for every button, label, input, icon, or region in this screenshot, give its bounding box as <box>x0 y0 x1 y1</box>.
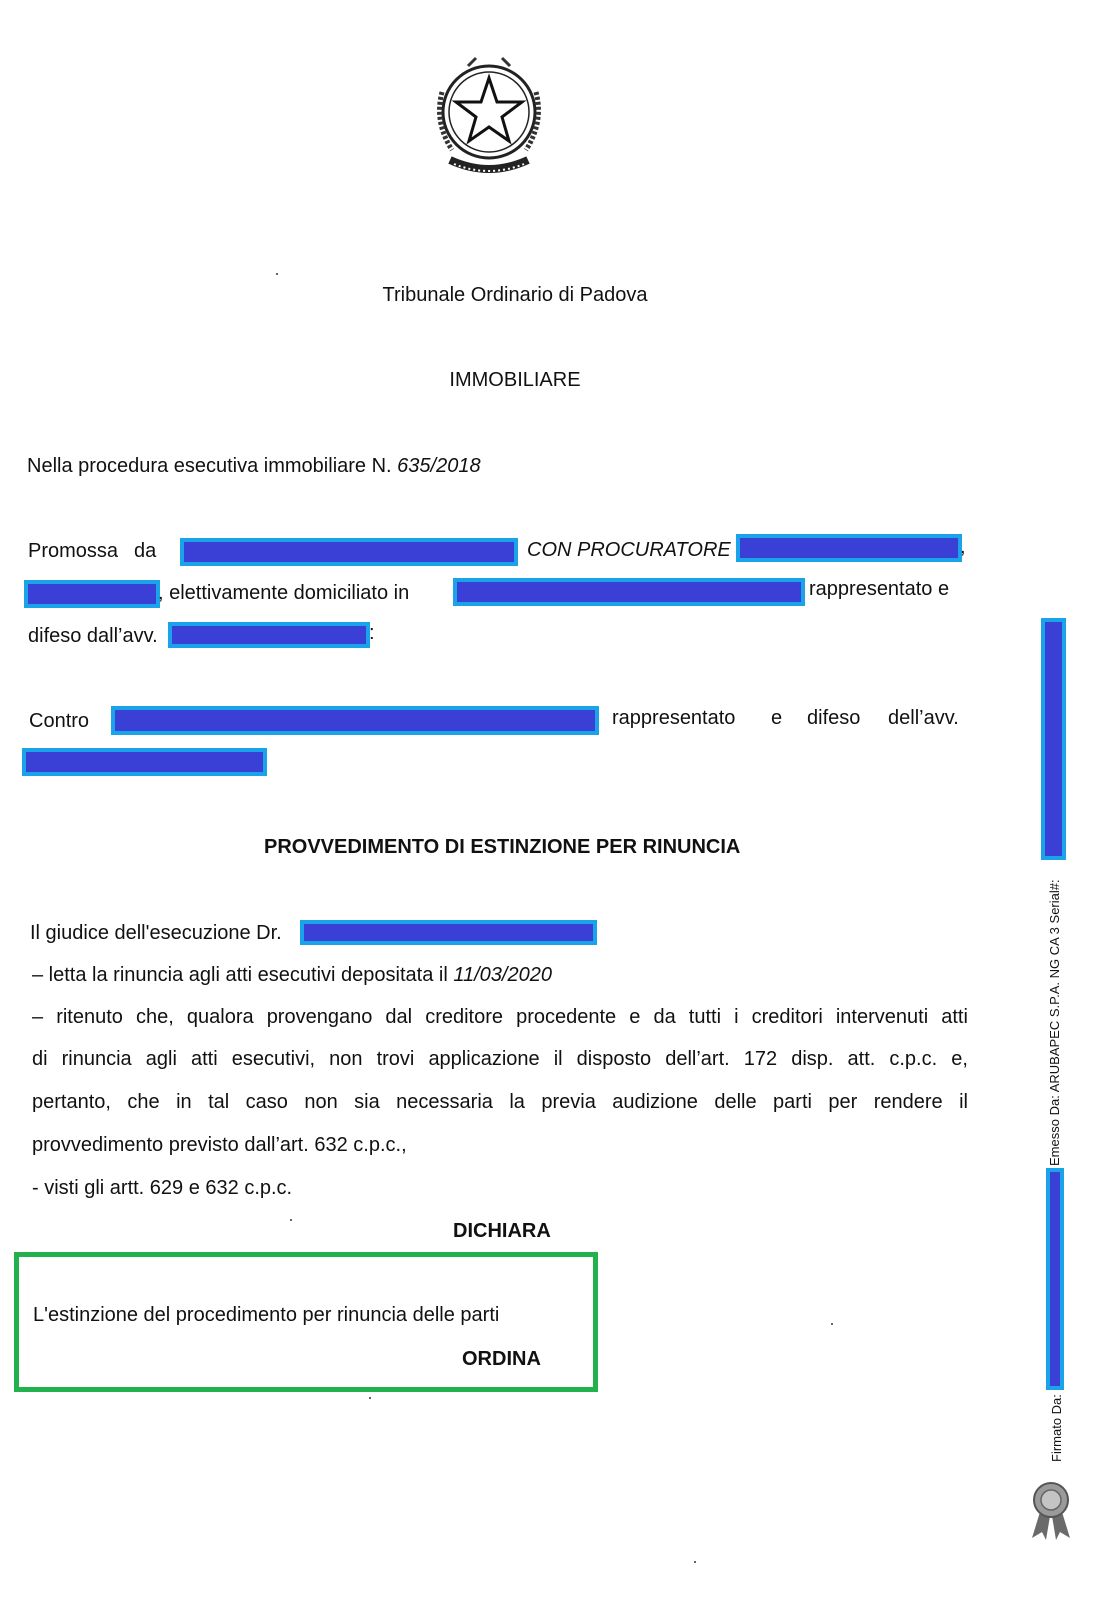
word: per <box>828 1091 858 1113</box>
emblem-icon <box>428 52 550 182</box>
redaction-judge <box>300 920 597 945</box>
word: agli <box>145 1048 177 1070</box>
scan-speck <box>276 273 278 275</box>
contro-label: Contro <box>29 710 90 732</box>
word: previa <box>541 1091 596 1113</box>
word: esecutivi, <box>231 1048 316 1070</box>
word: non <box>304 1091 338 1113</box>
procedure-prefix: Nella procedura esecutiva immobiliare N. <box>27 455 392 477</box>
word: disposto <box>576 1048 652 1070</box>
word: delle <box>714 1091 757 1113</box>
word: provengano <box>266 1006 373 1028</box>
word: pertanto, <box>32 1091 111 1113</box>
ritenuto-line-2 <box>32 1048 968 1071</box>
word: i <box>734 1006 739 1028</box>
word: rendere <box>873 1091 943 1113</box>
con-procuratore: CON PROCURATORE <box>527 539 731 561</box>
scan-speck <box>694 1561 696 1563</box>
word: rinuncia <box>61 1048 132 1070</box>
word: qualora <box>186 1006 254 1028</box>
word: da <box>653 1006 676 1028</box>
procedure-number: 635/2018 <box>397 455 481 477</box>
word: il <box>553 1048 563 1070</box>
word: non <box>329 1048 363 1070</box>
ritenuto-line-3 <box>32 1091 968 1114</box>
word: ritenuto <box>56 1006 123 1028</box>
redaction-procuratore-cont <box>24 580 160 608</box>
word: tutti <box>688 1006 722 1028</box>
word: tal <box>208 1091 230 1113</box>
word: – <box>32 1006 44 1028</box>
word: e, <box>951 1048 968 1070</box>
word: c.p.c. <box>889 1048 938 1070</box>
word: att. <box>847 1048 876 1070</box>
word: disp. <box>791 1048 834 1070</box>
word: parti <box>773 1091 812 1113</box>
scan-speck <box>831 1323 833 1325</box>
dichiara-heading: DICHIARA <box>453 1220 551 1242</box>
word: 172 <box>743 1048 778 1070</box>
redaction-procuratore <box>736 534 962 562</box>
letta-date: 11/03/2020 <box>453 964 552 986</box>
word: audizione <box>612 1091 698 1113</box>
rappresentato-text: rappresentato e <box>809 578 950 600</box>
word: creditori <box>751 1006 823 1028</box>
promossa-label: Promossa <box>28 540 119 562</box>
redaction-serial <box>1041 618 1066 860</box>
elettivamente-text: , elettivamente domiciliato in <box>158 582 410 604</box>
word: dell’art. <box>665 1048 730 1070</box>
word: creditore <box>425 1006 504 1028</box>
contro-word-3: difeso <box>807 707 861 729</box>
document-title: PROVVEDIMENTO DI ESTINZIONE PER RINUNCIA <box>264 836 741 858</box>
estinzione-text: L'estinzione del procedimento per rinuncia delle parti <box>33 1304 500 1326</box>
redaction-signer <box>1046 1168 1064 1390</box>
visti-text: - visti gli artt. 629 e 632 c.p.c. <box>32 1177 293 1199</box>
word: la <box>509 1091 525 1113</box>
giudice-text: Il giudice dell'esecuzione Dr. <box>30 922 282 944</box>
word: e <box>629 1006 641 1028</box>
letta-line <box>32 964 552 987</box>
scan-speck <box>369 1397 371 1399</box>
word: che <box>127 1091 160 1113</box>
contro-word-4: dell’avv. <box>888 707 959 729</box>
word: trovi <box>376 1048 415 1070</box>
word: dal <box>385 1006 413 1028</box>
word: intervenuti <box>835 1006 929 1028</box>
word: atti <box>190 1048 218 1070</box>
word: atti <box>941 1006 968 1028</box>
word: il <box>959 1091 968 1113</box>
word: caso <box>245 1091 288 1113</box>
word: sia <box>354 1091 380 1113</box>
letta-prefix: – letta la rinuncia agli atti esecutivi depositata il <box>32 964 448 986</box>
redaction-debtor <box>111 706 599 735</box>
promossa-da: da <box>134 540 157 562</box>
word: che, <box>136 1006 174 1028</box>
redaction-creditor <box>180 538 518 566</box>
contro-word-2: e <box>771 707 783 729</box>
procedure-line <box>27 455 481 478</box>
ordina-heading: ORDINA <box>462 1348 541 1370</box>
court-name: Tribunale Ordinario di Padova <box>382 284 648 306</box>
section-label: IMMOBILIARE <box>449 369 581 391</box>
contro-word-1: rappresentato <box>612 707 736 729</box>
firmato-da-text: Firmato Da: <box>1049 1394 1064 1462</box>
emesso-da-text: Emesso Da: ARUBAPEC S.P.A. NG CA 3 Serial#: <box>1047 879 1062 1166</box>
word: procedente <box>516 1006 617 1028</box>
word: necessaria <box>396 1091 493 1113</box>
redaction-avvocato <box>168 622 370 648</box>
scan-speck <box>290 1219 292 1221</box>
ritenuto-last-line: provvedimento previsto dall’art. 632 c.p.c., <box>32 1134 407 1156</box>
digital-signature-seal-icon <box>1028 1480 1074 1542</box>
word: di <box>32 1048 48 1070</box>
comma: , <box>960 536 966 558</box>
ritenuto-line-1 <box>32 1006 968 1029</box>
redaction-debtor-avvocato <box>22 748 267 776</box>
word: applicazione <box>428 1048 540 1070</box>
word: in <box>176 1091 192 1113</box>
colon: : <box>369 622 375 644</box>
redaction-domicile <box>453 578 805 606</box>
difeso-text: difeso dall’avv. <box>28 625 158 647</box>
